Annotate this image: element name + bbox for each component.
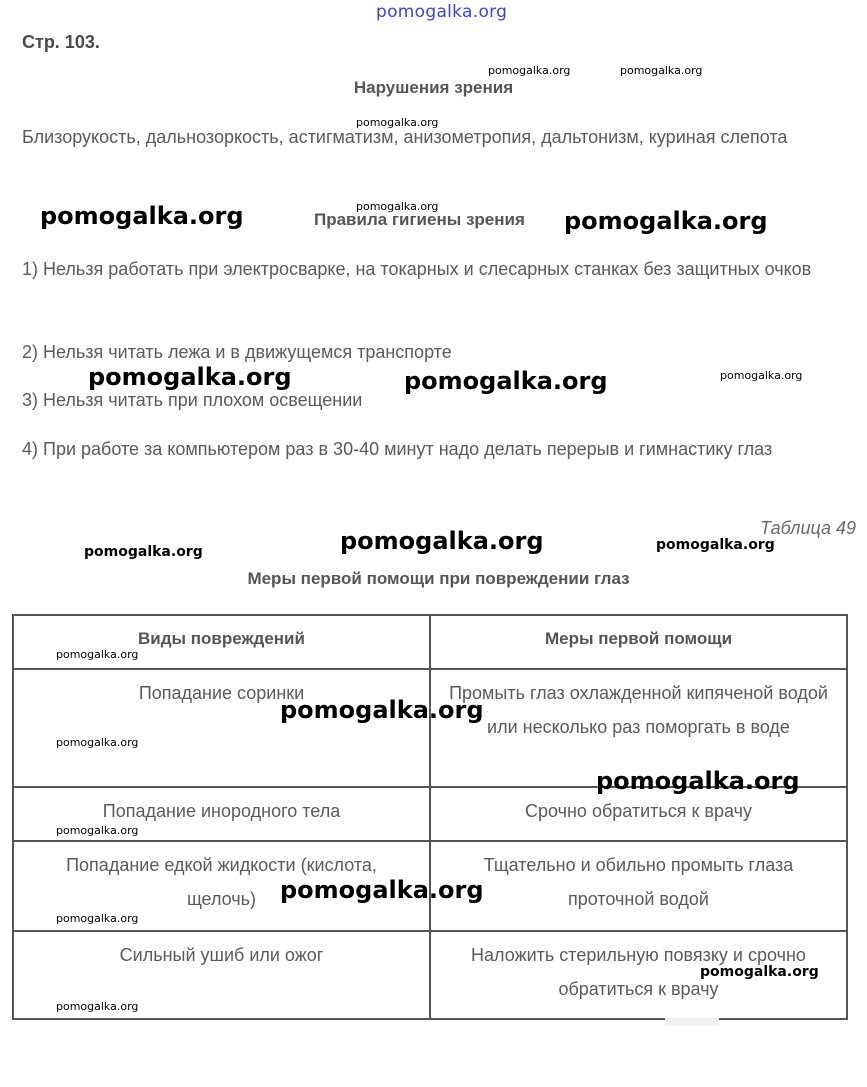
site-watermark-top: pomogalka.org <box>376 2 508 22</box>
watermark: pomogalka.org <box>56 1000 139 1013</box>
watermark: pomogalka.org <box>488 64 571 77</box>
first-aid-table <box>12 614 848 1020</box>
aid-cell: Срочно обратиться к врачу <box>430 787 847 841</box>
vision-disorders-text: Близорукость, дальнозоркость, астигматизм, анизометропия, дальтонизм, куриная слепота <box>22 127 788 147</box>
hygiene-rule: 3) Нельзя читать при плохом освещении <box>22 390 363 410</box>
watermark: pomogalka.org <box>564 207 768 235</box>
aid-cell: Промыть глаз охлажденной кипяченой водой или несколько раз поморгать в воде <box>430 669 847 787</box>
watermark: pomogalka.org <box>620 64 703 77</box>
watermark: pomogalka.org <box>404 367 608 395</box>
hygiene-rule: 2) Нельзя читать лежа и в движущемся транспорте <box>22 342 452 362</box>
watermark: pomogalka.org <box>656 537 775 553</box>
injury-cell: Попадание инородного тела <box>13 787 430 841</box>
watermark: pomogalka.org <box>56 824 139 837</box>
watermark: pomogalka.org <box>356 200 439 213</box>
hygiene-rule: 4) При работе за компьютером раз в 30-40 минут надо делать перерыв и гимнастику глаз <box>22 439 773 459</box>
injury-cell: Попадание соринки <box>13 669 430 787</box>
aid-cell: Наложить стерильную повязку и срочно обратиться к врачу <box>430 931 847 1019</box>
section-title-eye-hygiene: Правила гигиены зрения <box>314 210 525 229</box>
table-title: Меры первой помощи при повреждении глаз <box>247 569 630 588</box>
watermark: pomogalka.org <box>280 696 484 724</box>
table-caption: Таблица 49 <box>759 518 856 538</box>
watermark: pomogalka.org <box>596 767 800 795</box>
watermark: pomogalka.org <box>700 964 819 980</box>
scan-smudge <box>665 1018 719 1026</box>
watermark: pomogalka.org <box>56 912 139 925</box>
watermark: pomogalka.org <box>84 544 203 560</box>
injury-cell: Попадание едкой жидкости (кислота, щелочь) <box>13 841 430 931</box>
header-injury-type: Виды повреждений <box>13 615 430 669</box>
watermark: pomogalka.org <box>356 116 439 129</box>
header-first-aid: Меры первой помощи <box>430 615 847 669</box>
watermark: pomogalka.org <box>720 369 803 382</box>
watermark: pomogalka.org <box>40 202 244 230</box>
hygiene-rule: 1) Нельзя работать при электросварке, на токарных и слесарных станках без защитных очков <box>22 259 812 279</box>
section-title-vision-disorders: Нарушения зрения <box>353 78 514 97</box>
watermark: pomogalka.org <box>340 527 544 555</box>
injury-cell: Сильный ушиб или ожог <box>13 931 430 1019</box>
page-number: Стр. 103. <box>22 32 100 52</box>
aid-cell: Тщательно и обильно промыть глаза проточной водой <box>430 841 847 931</box>
watermark: pomogalka.org <box>88 363 292 391</box>
watermark: pomogalka.org <box>56 648 139 661</box>
watermark: pomogalka.org <box>56 736 139 749</box>
watermark: pomogalka.org <box>280 876 484 904</box>
